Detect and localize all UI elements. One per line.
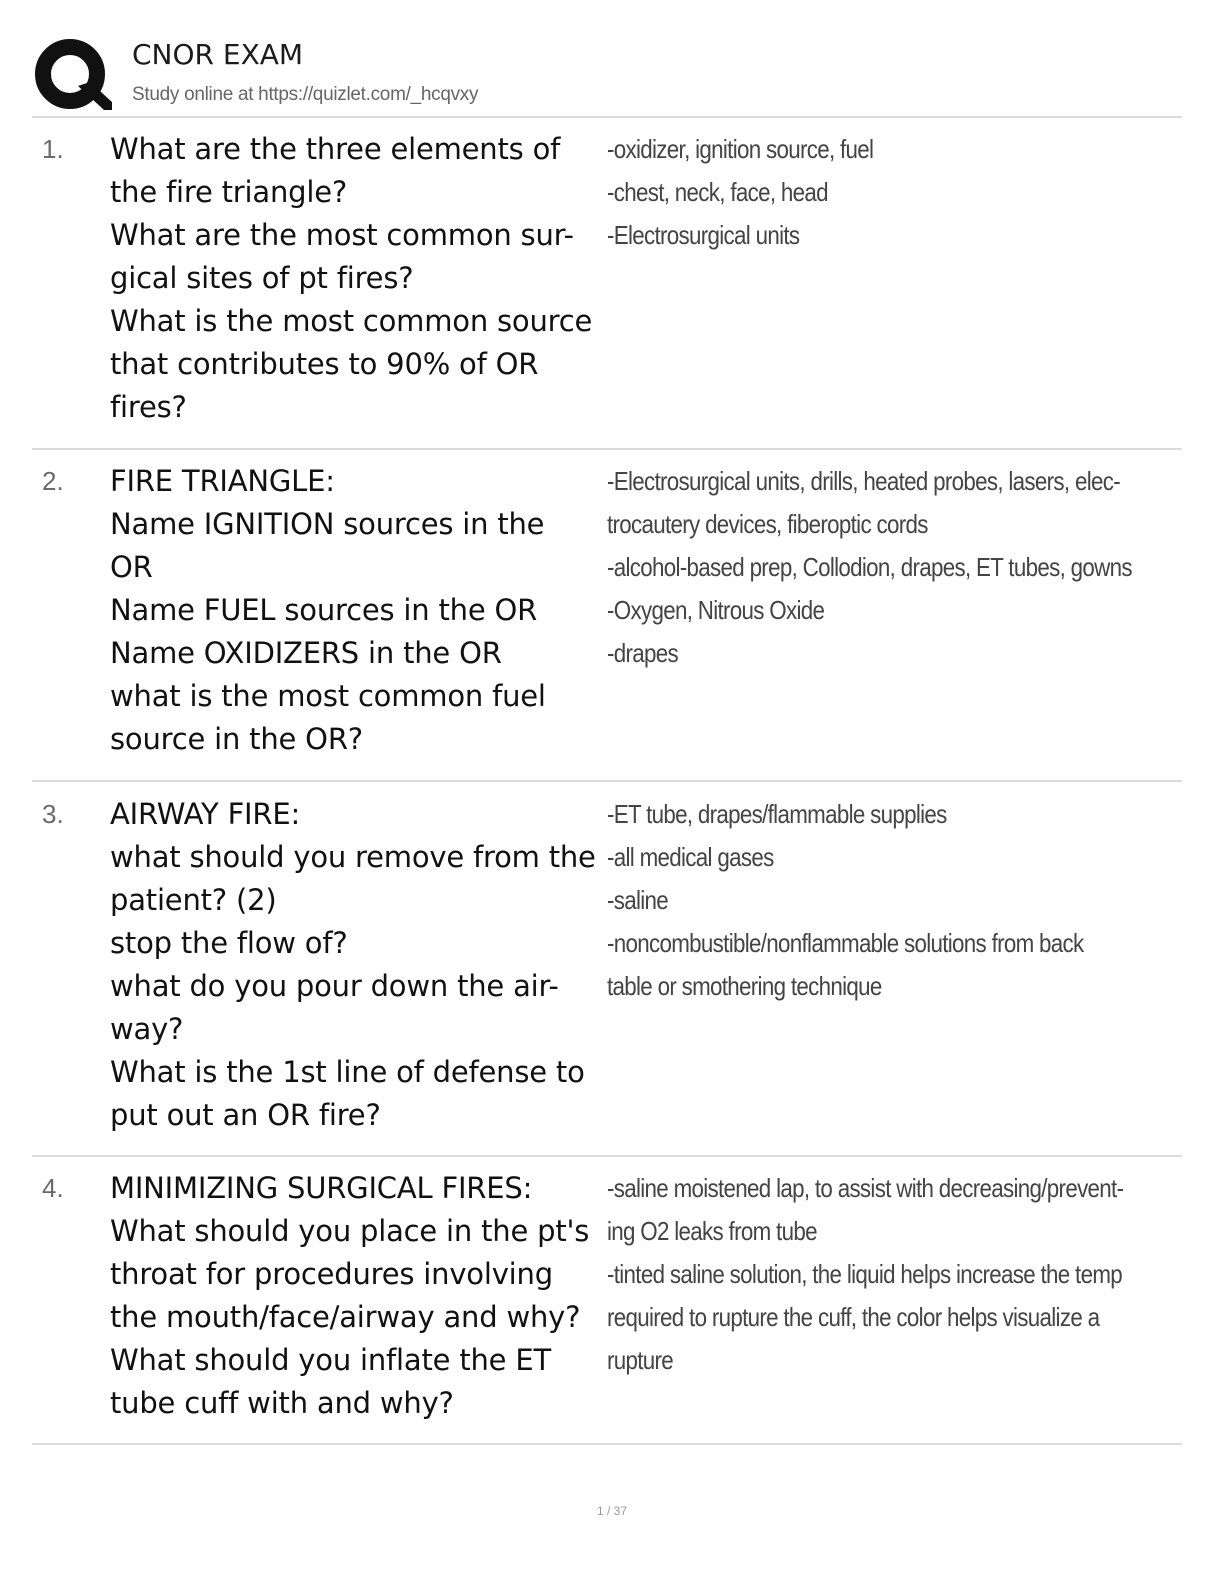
quizlet-q-logo-icon	[34, 36, 112, 114]
card-term: FIRE TRIANGLE: Name IGNITION sources in the OR Name FUEL sources in the OR Name OXIDIZERS in the OR what is the most common fuel source in the OR?	[110, 464, 546, 756]
divider	[32, 116, 1182, 118]
card-number: 2.	[42, 466, 64, 496]
page-header	[32, 30, 1182, 116]
card-number: 4.	[42, 1173, 64, 1203]
page-number: 1 / 37	[596, 1504, 628, 1518]
divider	[32, 1155, 1182, 1157]
card-definition: -ET tube, drapes/flammable supplies -all medical gases -saline -noncombustible/nonflammable solutions from back table or smothering technique	[607, 799, 1084, 1001]
card-term: AIRWAY FIRE: what should you remove from the patient? (2) stop the flow of? what do you pour down the air- way? What is the 1st line of defense to put out an OR fire?	[110, 797, 596, 1132]
card-term: MINIMIZING SURGICAL FIRES: What should you place in the pt's throat for procedures involving the mouth/face/airway and why? What should you inflate the ET tube cuff with and why?	[110, 1171, 590, 1420]
card-term: What are the three elements of the fire triangle? What are the most common sur- gical sites of pt fires? What is the most common source that contributes to 90% of OR fires?	[110, 132, 593, 424]
study-link[interactable]: Study online at https://quizlet.com/_hcqvxy	[132, 84, 479, 105]
card-number: 1.	[42, 134, 64, 164]
divider	[32, 780, 1182, 782]
card-definition: -Electrosurgical units, drills, heated probes, lasers, elec- trocautery devices, fiberoptic cords -alcohol-based prep, Collodion, drapes, ET tubes, gowns -Oxygen, Nitrous Oxide -drapes	[607, 466, 1132, 668]
card-definition: -saline moistened lap, to assist with decreasing/prevent- ing O2 leaks from tube -tinted saline solution, the liquid helps increase the temp required to rupture the cuff, the color helps visualize a rupture	[607, 1173, 1124, 1375]
card-number: 3.	[42, 799, 64, 829]
divider	[32, 1443, 1182, 1445]
card-definition: -oxidizer, ignition source, fuel -chest, neck, face, head -Electrosurgical units	[607, 134, 874, 250]
deck-title: CNOR EXAM	[132, 38, 304, 71]
divider	[32, 448, 1182, 450]
